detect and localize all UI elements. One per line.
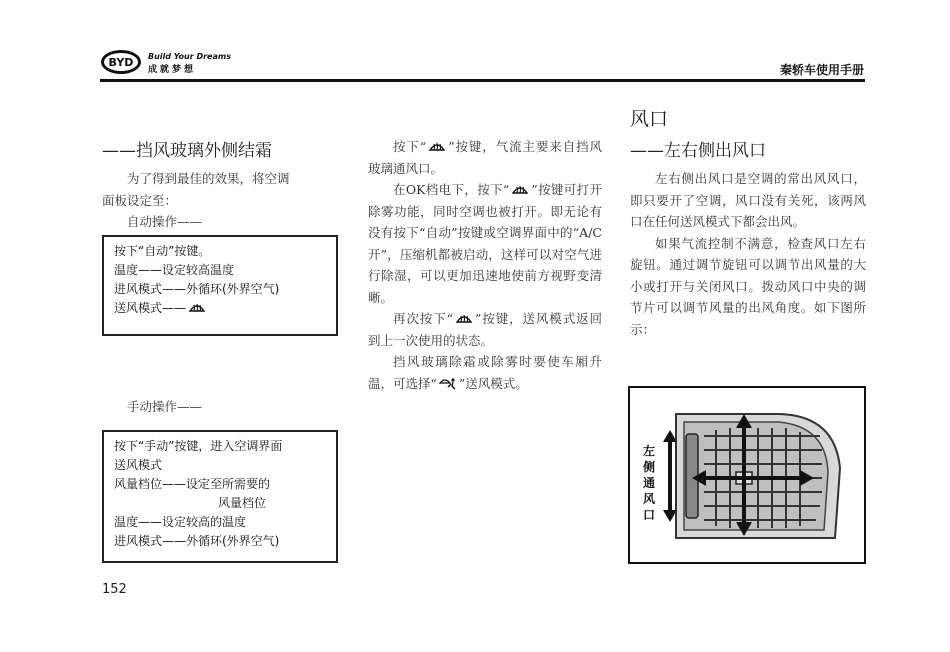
foot-defrost-icon — [439, 377, 457, 390]
defrost-icon — [511, 183, 529, 196]
header-rule — [100, 79, 865, 82]
manual-operation-box: 按下“手动”按键，进入空调界面 送风模式 风量档位——设定至所需要的 风量档位 温度——设定较高的温度 进风模式——外循环(外界空气) — [102, 430, 338, 563]
intro-paragraph: 为了得到最佳的效果，将空调 面板设定至： 自动操作—— — [102, 171, 290, 229]
defrost-icon — [428, 140, 446, 153]
heading-side-vents: ——左右侧出风口 — [630, 141, 766, 161]
left-vent-label: 左侧通风口 — [642, 444, 655, 522]
slogan-english: Build Your Dreams — [148, 52, 231, 61]
side-vent-text: 左右侧出风口是空调的常出风风口，即只要开了空调，风口没有关死，该两风口在任何送风模式下都会出风。 如果气流控制不满意，检查风口左右旋钮。通过调节旋钮可以调节出风量的大小或打开与关闭风口。拨动风口中央的调节片可以调节风量的出风角度。如下图所示： — [630, 171, 866, 337]
slogan-chinese: 成就梦想 — [148, 65, 197, 75]
manual-label: 手动操作—— — [127, 399, 203, 414]
side-vent-figure — [628, 386, 866, 564]
middle-text: 按下“ ”按键，气流主要来自挡风玻璃通风口。 在OK档电下，按下“ ”按键可打开除雾功能，同时空调也被打开。即无论有没有按下“自动”按键或空调界面中的“A/C 开”，压缩机都被启动，这样可以对空气进行除湿，可以更加迅速地使前方视野变清晰。 再次按下“ ”按键，送风模式返回到上一次使用的状态。 挡风玻璃除霜或除雾时要使车厢升温，可选择“ ”送风模式。 — [368, 139, 602, 391]
auto-operation-box: 按下“自动”按键。 温度——设定较高温度 进风模式——外循环(外界空气) 送风模式—— — [102, 235, 338, 336]
defrost-icon — [455, 312, 473, 325]
section-title-vents: 风口 — [630, 108, 669, 130]
air-vent-illustration — [630, 388, 864, 562]
byd-logo: BYD — [101, 50, 141, 74]
heading-windshield-frost: ——挡风玻璃外侧结霜 — [102, 141, 272, 161]
defrost-icon — [188, 301, 206, 314]
manual-title: 秦轿车使用手册 — [779, 63, 864, 77]
page-number: 152 — [102, 582, 127, 597]
